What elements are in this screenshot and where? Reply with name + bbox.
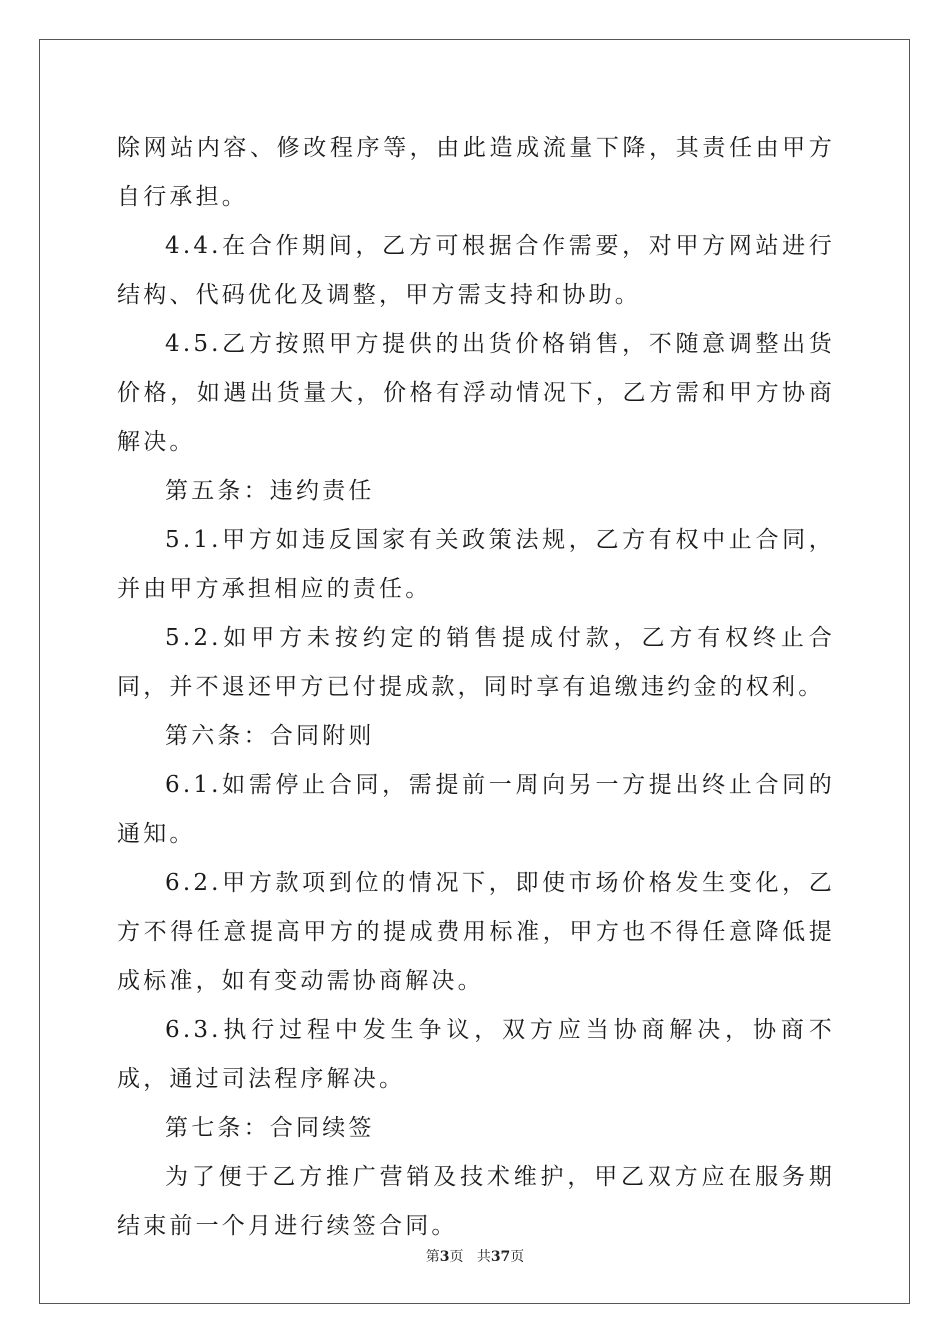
paragraph: 6.3.执行过程中发生争议，双方应当协商解决，协商不成，通过司法程序解决。 bbox=[117, 1017, 835, 1092]
page-prefix: 第 bbox=[425, 1249, 440, 1265]
section-heading: 第六条：合同附则 bbox=[165, 723, 375, 749]
paragraph: 为了便于乙方推广营销及技术维护，甲乙双方应在服务期结束前一个月进行续签合同。 bbox=[117, 1164, 835, 1239]
paragraph: 5.1.甲方如违反国家有关政策法规，乙方有权中止合同，并由甲方承担相应的责任。 bbox=[117, 527, 835, 602]
paragraph: 除网站内容、修改程序等，由此造成流量下降，其责任由甲方自行承担。 bbox=[117, 135, 835, 210]
total-pages: 37 bbox=[490, 1249, 511, 1265]
document-body bbox=[117, 124, 835, 1251]
total-suffix: 页 bbox=[510, 1249, 525, 1265]
section-heading: 第七条：合同续签 bbox=[165, 1115, 375, 1141]
page-number: 3 bbox=[439, 1249, 450, 1265]
total-prefix: 共 bbox=[476, 1249, 491, 1265]
paragraph: 4.5.乙方按照甲方提供的出货价格销售，不随意调整出货价格，如遇出货量大，价格有浮动情况下，乙方需和甲方协商解决。 bbox=[117, 331, 835, 455]
paragraph: 6.2.甲方款项到位的情况下，即使市场价格发生变化，乙方不得任意提高甲方的提成费用标准，甲方也不得任意降低提成标准，如有变动需协商解决。 bbox=[117, 870, 835, 994]
paragraph: 6.1.如需停止合同，需提前一周向另一方提出终止合同的通知。 bbox=[117, 772, 835, 847]
paragraph: 5.2.如甲方未按约定的销售提成付款，乙方有权终止合同，并不退还甲方已付提成款，同时享有追缴违约金的权利。 bbox=[117, 625, 835, 700]
page-suffix: 页 bbox=[449, 1249, 464, 1265]
paragraph: 4.4.在合作期间，乙方可根据合作需要，对甲方网站进行结构、代码优化及调整，甲方需支持和协助。 bbox=[117, 233, 835, 308]
page-footer bbox=[0, 1246, 950, 1266]
section-heading: 第五条：违约责任 bbox=[165, 478, 375, 504]
